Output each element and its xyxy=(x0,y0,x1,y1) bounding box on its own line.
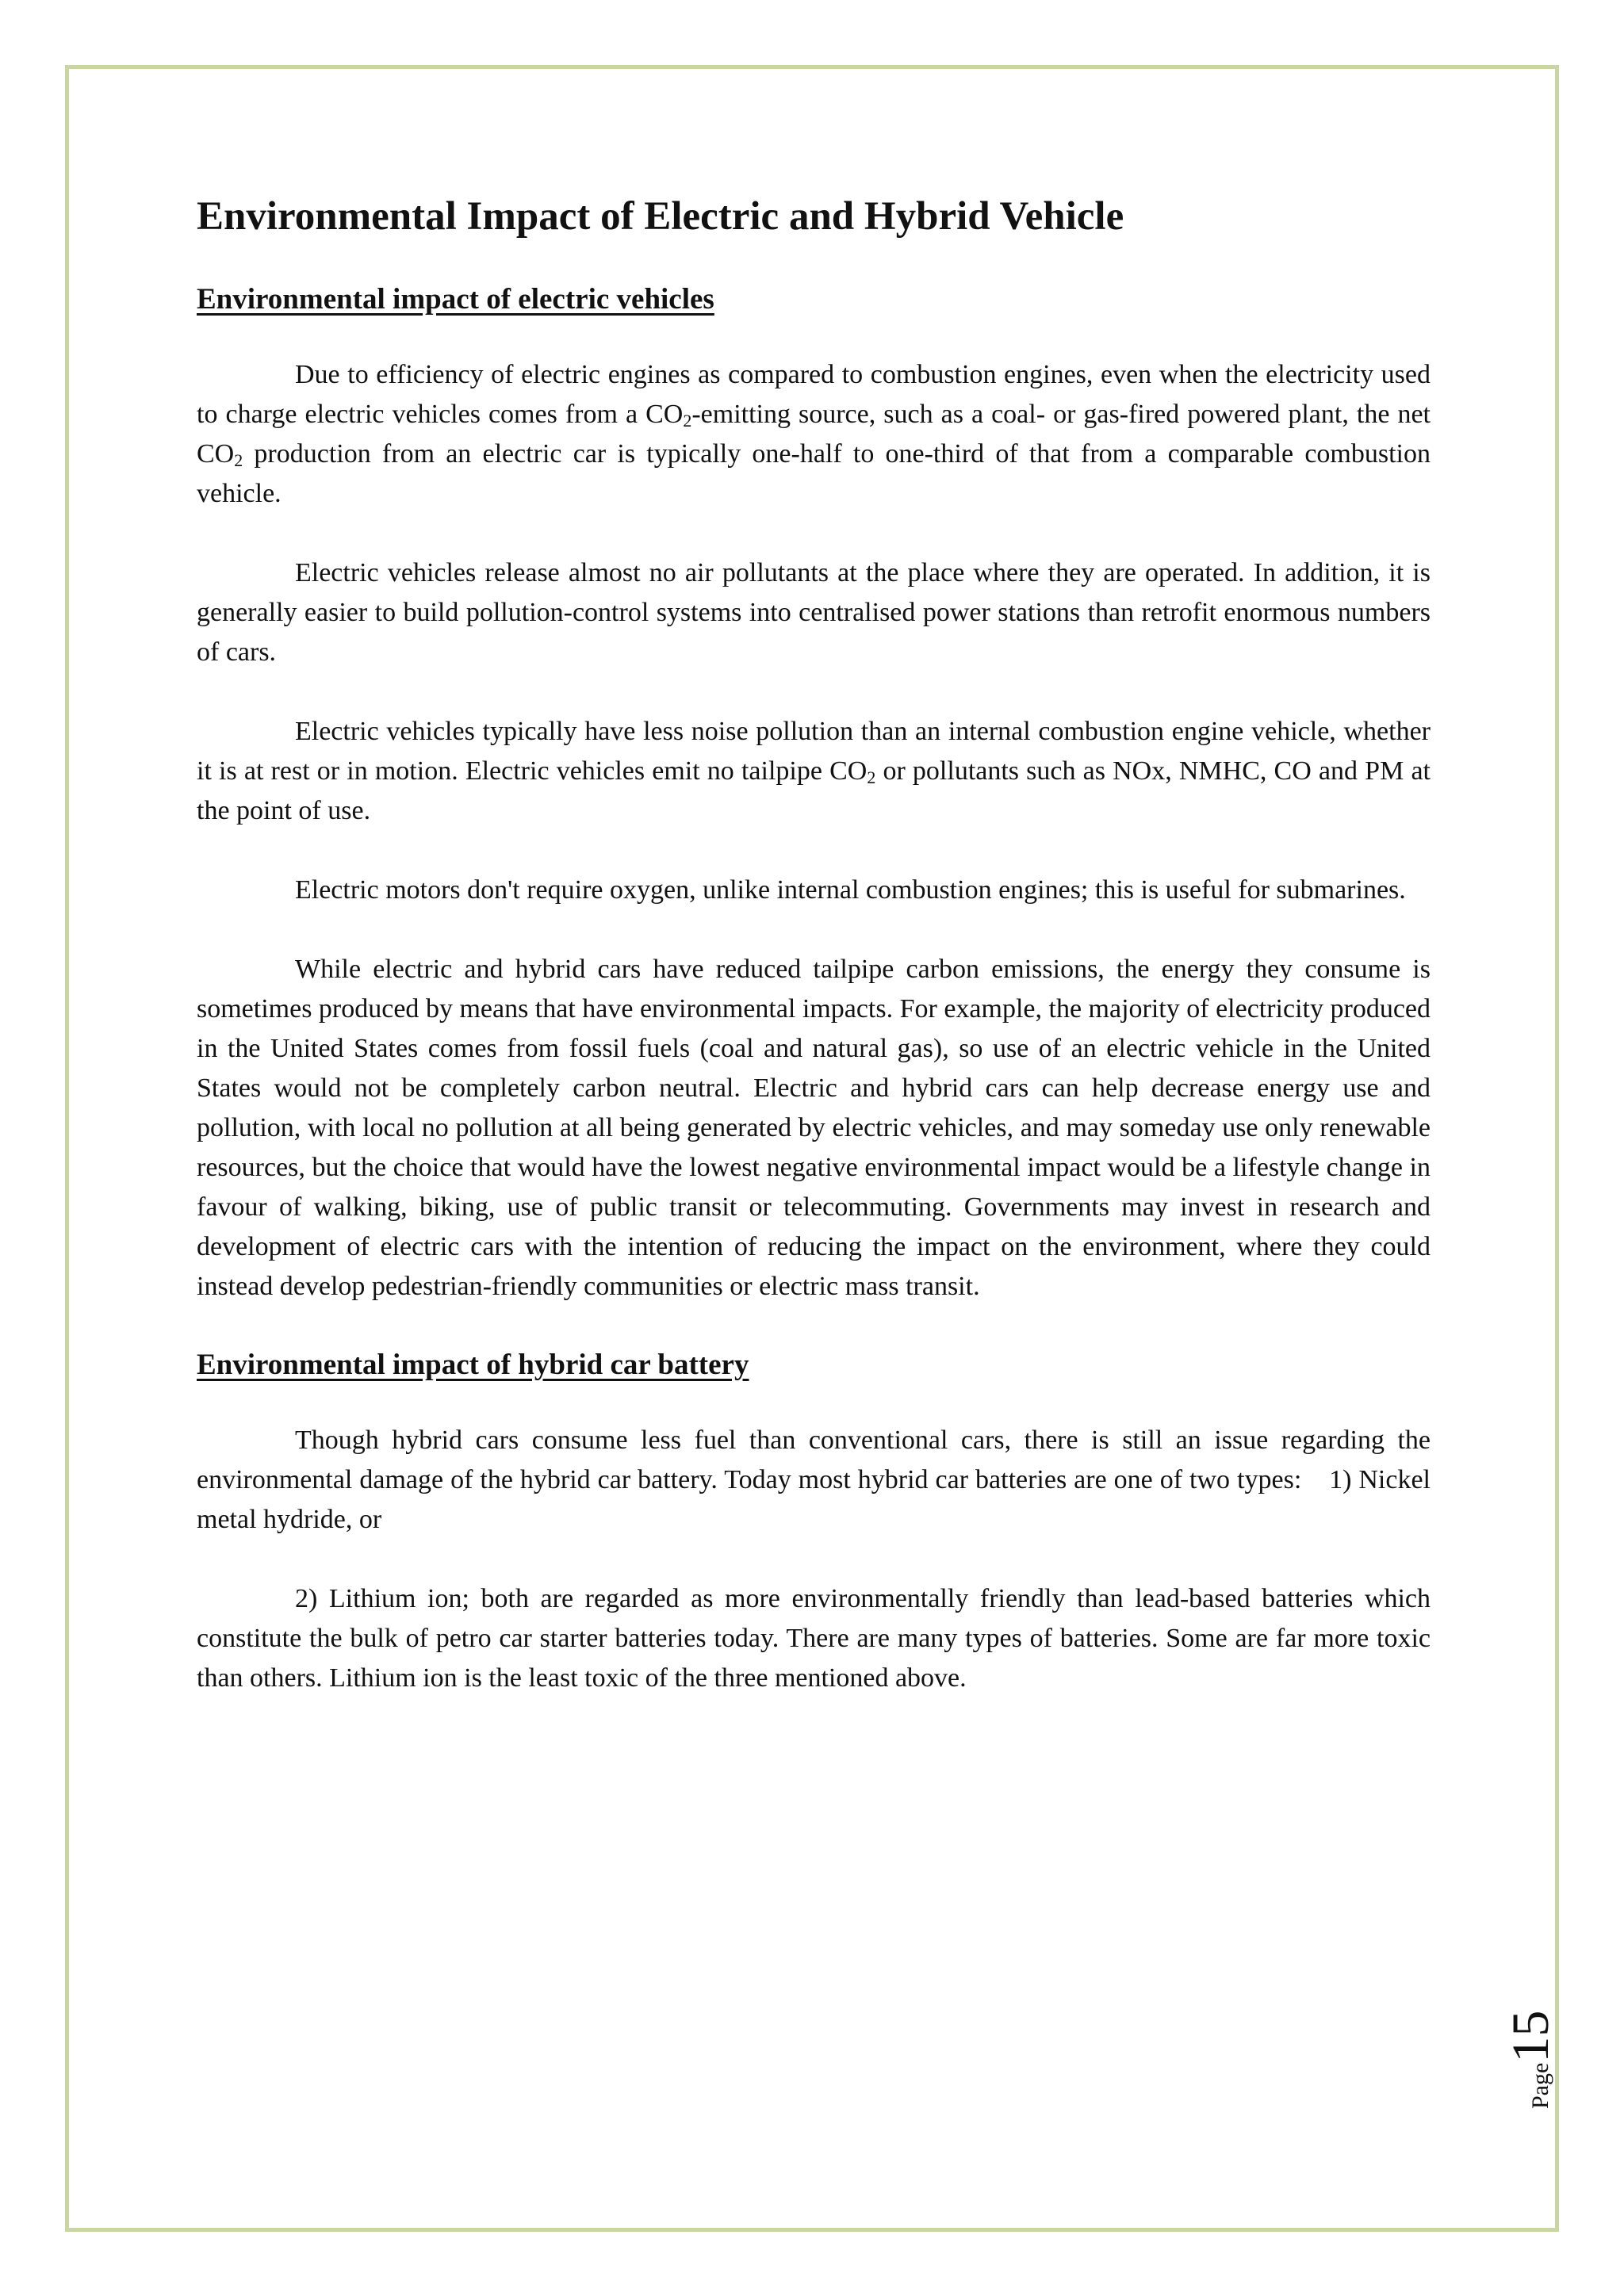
section-heading-hybrid-battery: Environmental impact of hybrid car battery xyxy=(197,1349,749,1382)
document-body xyxy=(197,190,1431,1698)
page-label: Page xyxy=(1527,2062,1553,2109)
document-title: Environmental Impact of Electric and Hybrid Vehicle xyxy=(197,194,1124,239)
section-heading-electric-vehicles: Environmental impact of electric vehicles xyxy=(197,283,714,316)
paragraph-text: Though hybrid cars consume less fuel than conventional cars, there is still an issue regarding the environmental damage of the hybrid car battery. Today most hybrid car batteries are one of two xyxy=(197,1425,1431,1495)
types-item: 1) Nickel metal hydride, or xyxy=(197,1465,1431,1535)
paragraph-text: or pollutants such as NOx, NMHC, CO and PM at the point of use. xyxy=(197,756,1431,826)
paragraph-air-pollutants: Electric vehicles release almost no air pollutants at the place where they are operated. In addition, it is generally easier to build pollution-control systems into centralised power stations than retrofit enormous numbers of cars. xyxy=(197,558,1431,668)
paragraph-text: Due to efficiency of electric engines as compared to combustion engines, even when the electricity used to charge electric vehicles comes from a CO xyxy=(197,360,1431,430)
paragraph-efficiency xyxy=(197,355,1431,514)
types-label: types: xyxy=(1237,1465,1302,1495)
paragraph-oxygen: Electric motors don't require oxygen, unlike internal combustion engines; this is useful for submarines. xyxy=(295,875,1406,905)
subscript: 2 xyxy=(234,450,243,471)
paragraph-text: -emitting source, such as a coal- or gas-fired powered plant, the net CO xyxy=(197,400,1431,469)
subscript: 2 xyxy=(683,411,692,431)
paragraph-text: Electric vehicles typically have less noise pollution than an internal combustion engine vehicle, whether it is at rest or in motion. Electric vehicles emit no tailpipe CO xyxy=(197,717,1431,786)
paragraph-energy-sources: While electric and hybrid cars have reduced tailpipe carbon emissions, the energy they consume is sometimes produced by means that have environmental impacts. For example, the majority of electricity produced in the United States comes from fossil fuels (coal and natural gas), so use of an electric vehicle in the United States would not be completely carbon neutral. Electric and hybrid cars can help decrease energy use and pollution, with local no pollution at all being generated by electric vehicles, and may someday use only renewable resources, but the choice that would have the lowest negative environmental impact would be a lifestyle change in favour of walking, biking, use of public transit or telecommuting. Governments may invest in research and development of electric cars with the intention of reducing the impact on the environment, where they could instead develop pedestrian-friendly communities or electric mass transit. xyxy=(197,955,1431,1302)
page-number-value: 15 xyxy=(1502,2010,1560,2063)
paragraph-text: production from an electric car is typically one-half to one-third of that from a comparable combustion vehicle. xyxy=(197,439,1431,509)
paragraph-lithium-ion: 2) Lithium ion; both are regarded as more environmentally friendly than lead-based batteries which constitute the bulk of petro car starter batteries today. There are many types of batteries. Some are far more toxic than others. Lithium ion is the least toxic of the three mentioned above. xyxy=(197,1584,1431,1693)
paragraph-noise-pollution xyxy=(197,712,1431,831)
page-number xyxy=(1502,2010,1560,2109)
subscript: 2 xyxy=(867,767,876,788)
paragraph-battery-issue xyxy=(197,1421,1431,1540)
